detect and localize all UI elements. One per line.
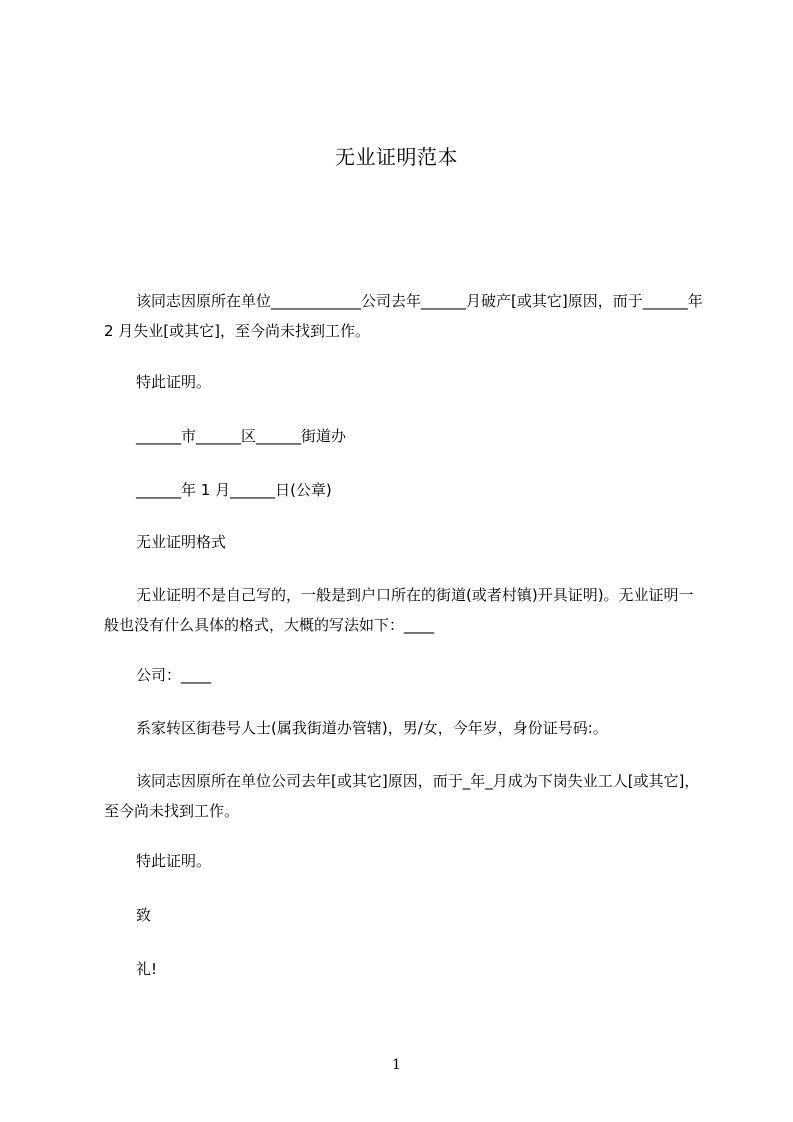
company-line: 公司：____	[136, 666, 212, 684]
format-heading: 无业证明格式	[136, 533, 227, 551]
person-info-line: 系家转区街巷号人士(属我街道办管辖)，男/女，今年岁，身份证号码:。	[136, 719, 608, 737]
salutation-li: 礼!	[136, 960, 158, 978]
certify-line: 特此证明。	[136, 373, 212, 391]
address-line: ______市______区______街道办	[136, 427, 347, 445]
paragraph-unemployment-statement: 该同志因原所在单位____________公司去年______月破产[或其它]原因，而于______年 2 月失业[或其它]，至今尚未找到工作。	[104, 292, 708, 340]
page-number: 1	[392, 1057, 401, 1073]
paragraph-format-explanation: 无业证明不是自己写的，一般是到户口所在的街道(或者村镇)开具证明)。无业证明一般也没有什么具体的格式，大概的写法如下：____	[104, 586, 694, 634]
document-title: 无业证明范本	[335, 145, 458, 169]
paragraph-layoff-statement: 该同志因原所在单位公司去年[或其它]原因，而于_年_月成为下岗失业工人[或其它]，至今尚未找到工作。	[104, 772, 700, 820]
certify-line-2: 特此证明。	[136, 852, 212, 870]
date-seal-line: ______年 1 月______日(公章)	[136, 481, 332, 499]
salutation-zhi: 致	[136, 906, 152, 924]
